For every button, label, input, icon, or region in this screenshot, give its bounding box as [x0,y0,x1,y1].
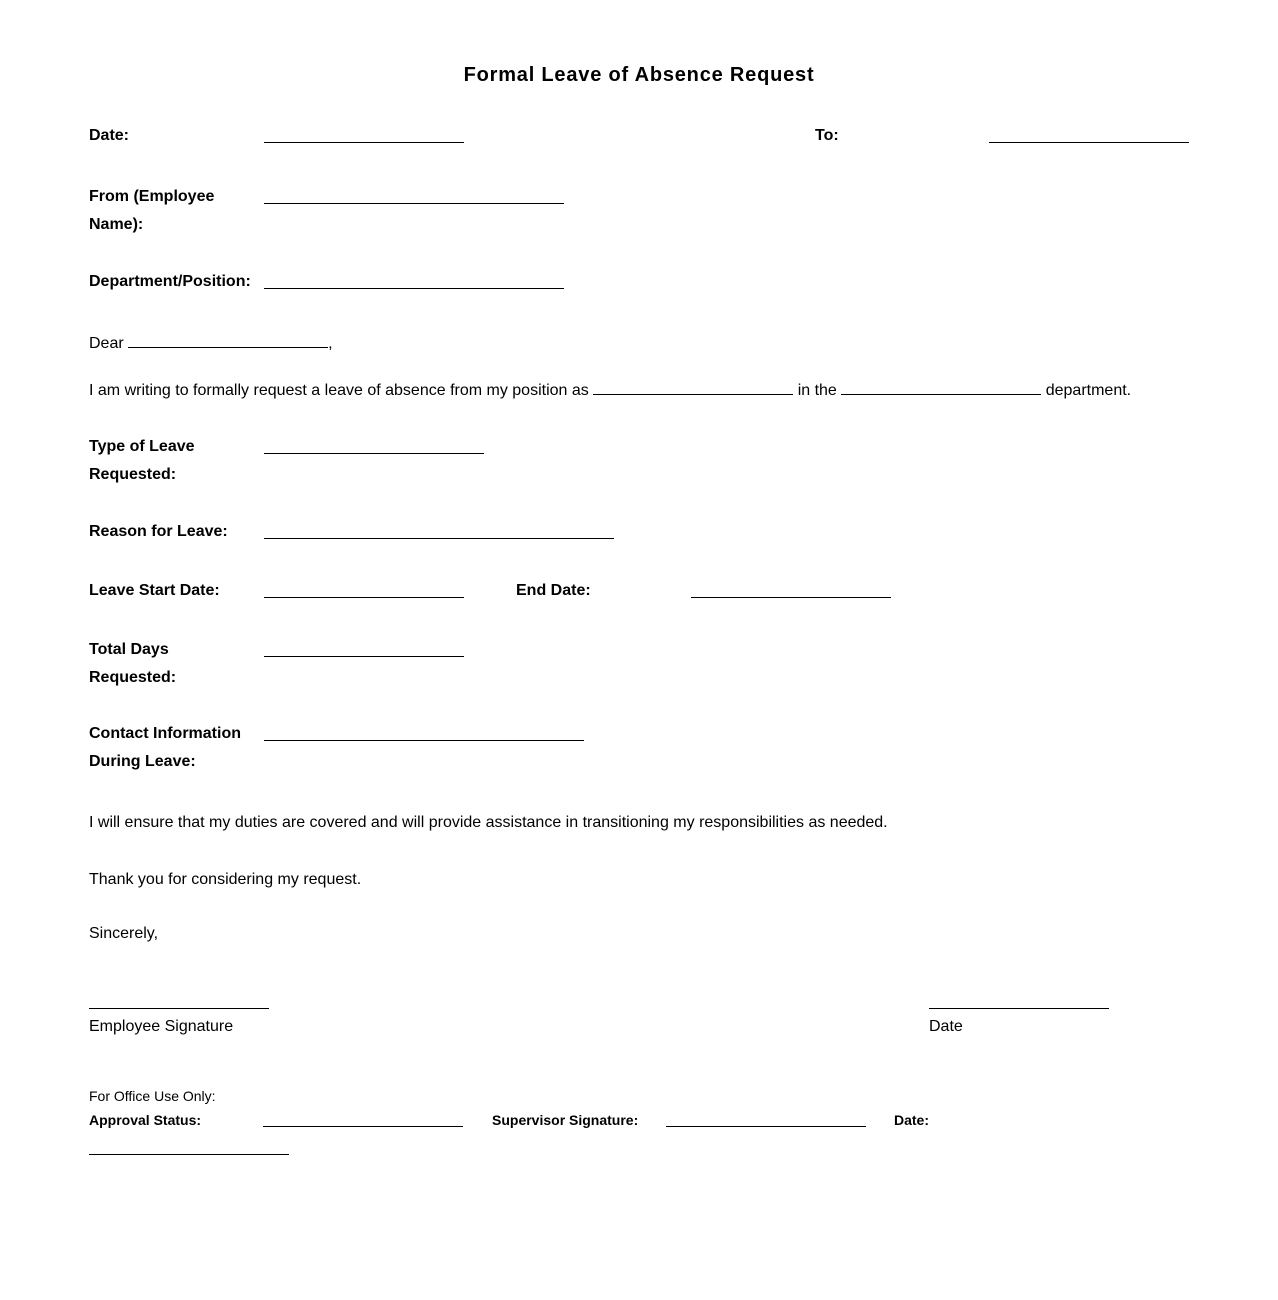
from-label-line2: Name): [89,216,144,233]
to-label: To: [815,127,839,144]
office-use-heading: For Office Use Only: [89,1088,216,1104]
contact-label-line1: Contact Information [89,725,241,742]
request-text-2: in the [797,382,837,399]
reason-label: Reason for Leave: [89,523,228,540]
department-position-field[interactable] [264,288,564,289]
date-field[interactable] [264,142,464,143]
salutation-comma: , [328,335,333,352]
start-date-label: Leave Start Date: [89,582,220,599]
department-position-label: Department/Position: [89,273,251,290]
duties-paragraph: I will ensure that my duties are covered and will provide assistance in transitioning my responsibilities as needed. [89,814,888,831]
end-date-field[interactable] [691,597,891,598]
approval-status-label: Approval Status: [89,1112,202,1128]
thanks-paragraph: Thank you for considering my request. [89,871,362,888]
recipient-name-field[interactable] [128,333,328,348]
total-label-line2: Requested: [89,669,177,686]
from-label [89,183,214,239]
start-date-field[interactable] [264,597,464,598]
signature-date-field[interactable] [929,1008,1109,1009]
end-date-label: End Date: [516,582,591,599]
to-field[interactable] [989,142,1189,143]
type-label-line2: Requested: [89,466,177,483]
closing: Sincerely, [89,925,159,942]
contact-field[interactable] [264,740,584,741]
type-of-leave-label [89,433,195,489]
page-title: Formal Leave of Absence Request [463,64,815,86]
salutation [89,333,333,354]
request-sentence [89,380,1131,401]
request-text-1: I am writing to formally request a leave of absence from my position as [89,382,589,399]
supervisor-signature-label: Supervisor Signature: [492,1112,639,1128]
type-of-leave-field[interactable] [264,453,484,454]
employee-name-field[interactable] [264,203,564,204]
contact-label [89,720,241,776]
request-text-3: department. [1045,382,1132,399]
total-label-line1: Total Days [89,641,169,658]
position-inline-field[interactable] [593,380,793,395]
from-label-line1: From (Employee [89,188,215,205]
salutation-prefix: Dear [89,335,124,352]
signature-date-label: Date [929,1018,963,1035]
type-label-line1: Type of Leave [89,438,195,455]
reason-field[interactable] [264,538,614,539]
approval-status-field[interactable] [263,1126,463,1127]
total-days-field[interactable] [264,656,464,657]
employee-signature-label: Employee Signature [89,1018,234,1035]
employee-signature-field[interactable] [89,1008,269,1009]
contact-label-line2: During Leave: [89,753,196,770]
date-label: Date: [89,127,130,144]
total-days-label [89,636,176,692]
supervisor-signature-field[interactable] [666,1126,866,1127]
office-date-label: Date: [894,1112,930,1128]
office-date-field[interactable] [89,1154,289,1155]
department-inline-field[interactable] [841,380,1041,395]
